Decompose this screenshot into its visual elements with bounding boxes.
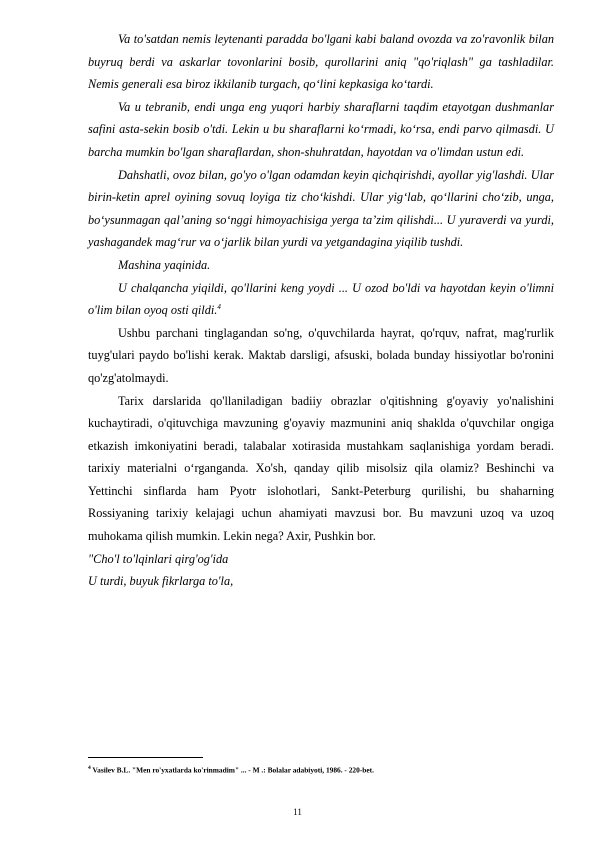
poem-line-1: "Cho'l to'lqinlari qirg'og'ida xyxy=(88,551,229,566)
poem-line-2: U turdi, buyuk fikrlarga to'la, xyxy=(88,574,234,589)
footnote-reference[interactable]: 4 xyxy=(217,303,221,312)
paragraph-history-lessons: Tarix darslarida qo'llaniladigan badiiy obrazlar o'qitishning g'oyaviy yo'nalishini kuchaytiradi, o'qituvchiga mavzuning g'oyaviy mazmunini aniq shaklda o'quvchilar ongiga etkazish imkoniyatini beradi, talabalar xotirasida mustahkam saqlanishiga yordam beradi. tarixiy materialni o‘rganganda. Xo'sh, qanday qilib misolsiz qila olamiz? Beshinchi va Yettinchi sinflarda ham Pyotr islohotlari, Sankt-Peterburg qurilishi, bu shaharning Rossiyaning tarixiy kelajagi uchun ahamiyati mavzusi bor. Bu mavzuni uzoq va uzoq muhokama qilish mumkin. Lekin nega? Axir, Pushkin bor. xyxy=(88,393,554,544)
footnote xyxy=(88,763,554,775)
footnote-number: 4 xyxy=(88,765,91,771)
paragraph-quote-honors: Va u tebranib, endi unga eng yuqori harbiy sharaflarni taqdim etayotgan dushmanlar safini asta-sekin bosib o'tdi. Lekin u bu sharaflarni ko‘rmadi, ko‘rsa, endi parvo qilmasdi. U barcha mumkin bo'lgan sharaflardan, shon-shuhratdan, hayotdan va o'limdan ustun edi. xyxy=(88,99,554,159)
paragraph-commentary: Ushbu parchani tinglagandan so'ng, o'quvchilarda hayrat, qo'rquv, nafrat, mag'rurlik tuyg'ulari paydo bo'lishi kerak. Maktab darsligi, afsuski, bolada bunday hissiyotlar bo'ronini qo'zg'atolmaydi. xyxy=(88,325,554,385)
paragraph-quote-car: Mashina yaqinida. xyxy=(118,257,211,272)
page-number: 11 xyxy=(293,807,302,817)
paragraph-quote-salute: Va to'satdan nemis leytenanti paradda bo'lgani kabi baland ovozda va zo'ravonlik bilan buyruq berdi va askarlar tovonlarini bosib, qurollarini aniq "qo'riqlash" ga tashladilar. Nemis generali esa biroz ikkilanib turgach, qo‘lini kepkasiga ko‘tardi. xyxy=(88,32,554,92)
footnote-text: Vasilev B.L. "Men ro'yxatlarda ko'rinmadim" ... - M .: Bolalar adabiyoti, 1986. - 220-bet. xyxy=(90,765,374,775)
body-text xyxy=(88,28,554,593)
paragraph-quote-fall xyxy=(88,277,554,322)
paragraph-quote-women: Dahshatli, ovoz bilan, go'yo o'lgan odamdan keyin qichqirishdi, ayollar yig'lashdi. Ular birin-ketin aprel oyining sovuq loyiga tiz cho‘kishdi. Ular yig‘lab, qo‘llarini cho‘zib, unga, bo‘ysunmagan qal’aning so‘nggi himoyachisiga yerga ta’zim qilishdi... U yuraverdi va yurdi, yashagandek mag‘rur va o‘jarlik bilan yurdi va yetgandagina yiqilib tushdi. xyxy=(88,167,554,250)
paragraph-quote-fall-text: U chalqancha yiqildi, qo'llarini keng yoydi ... U ozod bo'ldi va hayotdan keyin o'limni o'lim bilan oyoq osti qildi. xyxy=(88,280,554,318)
footnote-divider xyxy=(88,757,203,758)
